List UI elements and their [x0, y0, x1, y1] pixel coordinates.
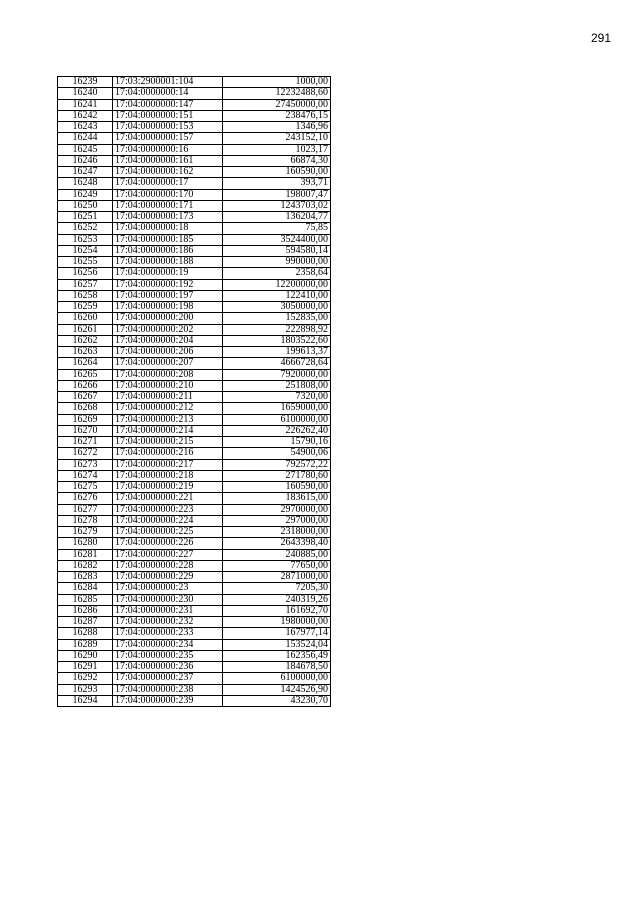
- row-number-cell: 16288: [58, 628, 113, 639]
- row-number-cell: 16271: [58, 437, 113, 448]
- table-row: [58, 437, 331, 448]
- table-row: [58, 178, 331, 189]
- row-number-cell: 16269: [58, 414, 113, 425]
- table-row: [58, 279, 331, 290]
- cadastral-number-cell: 17:04:0000000:207: [113, 358, 223, 369]
- table-row: [58, 594, 331, 605]
- table-row: [58, 482, 331, 493]
- row-number-cell: 16272: [58, 448, 113, 459]
- table-row: [58, 684, 331, 695]
- cadastral-number-cell: 17:04:0000000:237: [113, 673, 223, 684]
- value-cell: 1346,96: [223, 122, 331, 133]
- value-cell: 198007,47: [223, 189, 331, 200]
- cadastral-number-cell: 17:04:0000000:204: [113, 335, 223, 346]
- cadastral-number-cell: 17:04:0000000:171: [113, 200, 223, 211]
- cadastral-number-cell: 17:04:0000000:219: [113, 482, 223, 493]
- value-cell: 199613,37: [223, 347, 331, 358]
- cadastral-number-cell: 17:04:0000000:17: [113, 178, 223, 189]
- value-cell: 1424526,90: [223, 684, 331, 695]
- cadastral-number-cell: 17:04:0000000:202: [113, 324, 223, 335]
- row-number-cell: 16270: [58, 425, 113, 436]
- row-number-cell: 16265: [58, 369, 113, 380]
- table-row: [58, 504, 331, 515]
- row-number-cell: 16248: [58, 178, 113, 189]
- value-cell: 271780,60: [223, 470, 331, 481]
- cadastral-number-cell: 17:04:0000000:214: [113, 425, 223, 436]
- cadastral-number-cell: 17:04:0000000:216: [113, 448, 223, 459]
- cadastral-number-cell: 17:04:0000000:226: [113, 538, 223, 549]
- row-number-cell: 16242: [58, 110, 113, 121]
- row-number-cell: 16246: [58, 155, 113, 166]
- cadastral-number-cell: 17:04:0000000:218: [113, 470, 223, 481]
- value-cell: 990000,00: [223, 257, 331, 268]
- table-row: [58, 155, 331, 166]
- cadastral-number-cell: 17:04:0000000:232: [113, 617, 223, 628]
- value-cell: 122410,00: [223, 290, 331, 301]
- value-cell: 160590,00: [223, 482, 331, 493]
- table-row: [58, 268, 331, 279]
- value-cell: 240885,00: [223, 549, 331, 560]
- value-cell: 7320,00: [223, 392, 331, 403]
- table-row: [58, 662, 331, 673]
- cadastral-number-cell: 17:04:0000000:157: [113, 133, 223, 144]
- row-number-cell: 16264: [58, 358, 113, 369]
- row-number-cell: 16247: [58, 167, 113, 178]
- table-row: [58, 369, 331, 380]
- table-row: [58, 617, 331, 628]
- row-number-cell: 16293: [58, 684, 113, 695]
- row-number-cell: 16283: [58, 572, 113, 583]
- table-row: [58, 234, 331, 245]
- table-row: [58, 88, 331, 99]
- row-number-cell: 16277: [58, 504, 113, 515]
- cadastral-number-cell: 17:04:0000000:225: [113, 527, 223, 538]
- row-number-cell: 16290: [58, 650, 113, 661]
- table-row: [58, 459, 331, 470]
- table-row: [58, 650, 331, 661]
- table-row: [58, 324, 331, 335]
- table-row: [58, 470, 331, 481]
- table-row: [58, 110, 331, 121]
- row-number-cell: 16258: [58, 290, 113, 301]
- cadastral-number-cell: 17:04:0000000:224: [113, 515, 223, 526]
- row-number-cell: 16276: [58, 493, 113, 504]
- row-number-cell: 16244: [58, 133, 113, 144]
- cadastral-number-cell: 17:04:0000000:186: [113, 245, 223, 256]
- cadastral-number-cell: 17:04:0000000:197: [113, 290, 223, 301]
- value-cell: 1980000,00: [223, 617, 331, 628]
- row-number-cell: 16259: [58, 302, 113, 313]
- table-row: [58, 572, 331, 583]
- value-cell: 3524400,00: [223, 234, 331, 245]
- value-cell: 12232488,60: [223, 88, 331, 99]
- row-number-cell: 16262: [58, 335, 113, 346]
- table-row: [58, 77, 331, 88]
- row-number-cell: 16263: [58, 347, 113, 358]
- value-cell: 2358,64: [223, 268, 331, 279]
- row-number-cell: 16241: [58, 99, 113, 110]
- cadastral-number-cell: 17:04:0000000:221: [113, 493, 223, 504]
- cadastral-number-cell: 17:04:0000000:228: [113, 560, 223, 571]
- table-row: [58, 212, 331, 223]
- cadastral-number-cell: 17:04:0000000:223: [113, 504, 223, 515]
- row-number-cell: 16274: [58, 470, 113, 481]
- table-row: [58, 695, 331, 706]
- cadastral-number-cell: 17:04:0000000:192: [113, 279, 223, 290]
- value-cell: 6100000,00: [223, 414, 331, 425]
- row-number-cell: 16266: [58, 380, 113, 391]
- row-number-cell: 16284: [58, 583, 113, 594]
- value-cell: 184678,50: [223, 662, 331, 673]
- row-number-cell: 16254: [58, 245, 113, 256]
- row-number-cell: 16292: [58, 673, 113, 684]
- cadastral-number-cell: 17:04:0000000:236: [113, 662, 223, 673]
- table-row: [58, 245, 331, 256]
- value-cell: 251808,00: [223, 380, 331, 391]
- table-row: [58, 380, 331, 391]
- row-number-cell: 16273: [58, 459, 113, 470]
- row-number-cell: 16280: [58, 538, 113, 549]
- table-body: [58, 77, 331, 707]
- row-number-cell: 16251: [58, 212, 113, 223]
- table-row: [58, 302, 331, 313]
- row-number-cell: 16286: [58, 605, 113, 616]
- cadastral-number-cell: 17:04:0000000:23: [113, 583, 223, 594]
- value-cell: 2871000,00: [223, 572, 331, 583]
- value-cell: 152835,00: [223, 313, 331, 324]
- value-cell: 226262,40: [223, 425, 331, 436]
- page-number: 291: [590, 31, 611, 45]
- row-number-cell: 16278: [58, 515, 113, 526]
- table-row: [58, 538, 331, 549]
- table-row: [58, 403, 331, 414]
- table-row: [58, 527, 331, 538]
- row-number-cell: 16249: [58, 189, 113, 200]
- cadastral-number-cell: 17:04:0000000:14: [113, 88, 223, 99]
- row-number-cell: 16268: [58, 403, 113, 414]
- table-row: [58, 493, 331, 504]
- value-cell: 161692,70: [223, 605, 331, 616]
- value-cell: 77650,00: [223, 560, 331, 571]
- registry-table: [57, 76, 331, 707]
- value-cell: 43230,70: [223, 695, 331, 706]
- value-cell: 1659000,00: [223, 403, 331, 414]
- value-cell: 393,71: [223, 178, 331, 189]
- cadastral-number-cell: 17:04:0000000:206: [113, 347, 223, 358]
- value-cell: 15790,16: [223, 437, 331, 448]
- cadastral-number-cell: 17:04:0000000:229: [113, 572, 223, 583]
- table-row: [58, 515, 331, 526]
- table-row: [58, 605, 331, 616]
- row-number-cell: 16240: [58, 88, 113, 99]
- table-row: [58, 257, 331, 268]
- table-row: [58, 313, 331, 324]
- row-number-cell: 16243: [58, 122, 113, 133]
- cadastral-number-cell: 17:04:0000000:19: [113, 268, 223, 279]
- value-cell: 183615,00: [223, 493, 331, 504]
- table-row: [58, 290, 331, 301]
- cadastral-number-cell: 17:04:0000000:185: [113, 234, 223, 245]
- value-cell: 2318000,00: [223, 527, 331, 538]
- cadastral-number-cell: 17:04:0000000:198: [113, 302, 223, 313]
- table-row: [58, 189, 331, 200]
- cadastral-number-cell: 17:04:0000000:213: [113, 414, 223, 425]
- row-number-cell: 16255: [58, 257, 113, 268]
- table-row: [58, 673, 331, 684]
- value-cell: 153524,04: [223, 639, 331, 650]
- row-number-cell: 16253: [58, 234, 113, 245]
- row-number-cell: 16291: [58, 662, 113, 673]
- value-cell: 297000,00: [223, 515, 331, 526]
- row-number-cell: 16287: [58, 617, 113, 628]
- value-cell: 222898,92: [223, 324, 331, 335]
- value-cell: 54900,06: [223, 448, 331, 459]
- cadastral-number-cell: 17:04:0000000:234: [113, 639, 223, 650]
- table-row: [58, 200, 331, 211]
- table-row: [58, 133, 331, 144]
- value-cell: 66874,30: [223, 155, 331, 166]
- table-row: [58, 122, 331, 133]
- cadastral-number-cell: 17:04:0000000:147: [113, 99, 223, 110]
- cadastral-number-cell: 17:04:0000000:162: [113, 167, 223, 178]
- value-cell: 7920000,00: [223, 369, 331, 380]
- cadastral-number-cell: 17:04:0000000:173: [113, 212, 223, 223]
- row-number-cell: 16294: [58, 695, 113, 706]
- cadastral-number-cell: 17:03:2900001:104: [113, 77, 223, 88]
- table-row: [58, 583, 331, 594]
- table-row: [58, 167, 331, 178]
- value-cell: 238476,15: [223, 110, 331, 121]
- table-row: [58, 414, 331, 425]
- value-cell: 162356,49: [223, 650, 331, 661]
- row-number-cell: 16257: [58, 279, 113, 290]
- value-cell: 2970000,00: [223, 504, 331, 515]
- row-number-cell: 16245: [58, 144, 113, 155]
- table-row: [58, 549, 331, 560]
- cadastral-number-cell: 17:04:0000000:227: [113, 549, 223, 560]
- value-cell: 7205,30: [223, 583, 331, 594]
- cadastral-number-cell: 17:04:0000000:188: [113, 257, 223, 268]
- value-cell: 1023,17: [223, 144, 331, 155]
- value-cell: 6100000,00: [223, 673, 331, 684]
- cadastral-number-cell: 17:04:0000000:212: [113, 403, 223, 414]
- value-cell: 2643398,40: [223, 538, 331, 549]
- cadastral-number-cell: 17:04:0000000:153: [113, 122, 223, 133]
- table-row: [58, 223, 331, 234]
- value-cell: 792572,22: [223, 459, 331, 470]
- cadastral-number-cell: 17:04:0000000:235: [113, 650, 223, 661]
- row-number-cell: 16239: [58, 77, 113, 88]
- cadastral-number-cell: 17:04:0000000:215: [113, 437, 223, 448]
- table-row: [58, 335, 331, 346]
- value-cell: 75,85: [223, 223, 331, 234]
- table-row: [58, 144, 331, 155]
- table-row: [58, 347, 331, 358]
- row-number-cell: 16281: [58, 549, 113, 560]
- cadastral-number-cell: 17:04:0000000:211: [113, 392, 223, 403]
- value-cell: 594580,14: [223, 245, 331, 256]
- value-cell: 3050000,00: [223, 302, 331, 313]
- cadastral-number-cell: 17:04:0000000:217: [113, 459, 223, 470]
- table-row: [58, 425, 331, 436]
- table-row: [58, 628, 331, 639]
- cadastral-number-cell: 17:04:0000000:161: [113, 155, 223, 166]
- value-cell: 243152,10: [223, 133, 331, 144]
- row-number-cell: 16282: [58, 560, 113, 571]
- value-cell: 167977,14: [223, 628, 331, 639]
- value-cell: 12200000,00: [223, 279, 331, 290]
- cadastral-number-cell: 17:04:0000000:170: [113, 189, 223, 200]
- cadastral-number-cell: 17:04:0000000:151: [113, 110, 223, 121]
- value-cell: 4666728,64: [223, 358, 331, 369]
- cadastral-number-cell: 17:04:0000000:208: [113, 369, 223, 380]
- value-cell: 1000,00: [223, 77, 331, 88]
- table-row: [58, 448, 331, 459]
- cadastral-number-cell: 17:04:0000000:16: [113, 144, 223, 155]
- value-cell: 1243703,02: [223, 200, 331, 211]
- row-number-cell: 16261: [58, 324, 113, 335]
- cadastral-number-cell: 17:04:0000000:239: [113, 695, 223, 706]
- row-number-cell: 16250: [58, 200, 113, 211]
- cadastral-number-cell: 17:04:0000000:233: [113, 628, 223, 639]
- row-number-cell: 16256: [58, 268, 113, 279]
- value-cell: 240319,26: [223, 594, 331, 605]
- table-row: [58, 99, 331, 110]
- value-cell: 136204,77: [223, 212, 331, 223]
- row-number-cell: 16289: [58, 639, 113, 650]
- cadastral-number-cell: 17:04:0000000:238: [113, 684, 223, 695]
- row-number-cell: 16275: [58, 482, 113, 493]
- cadastral-number-cell: 17:04:0000000:230: [113, 594, 223, 605]
- cadastral-number-cell: 17:04:0000000:200: [113, 313, 223, 324]
- value-cell: 160590,00: [223, 167, 331, 178]
- table-row: [58, 358, 331, 369]
- value-cell: 27450000,00: [223, 99, 331, 110]
- value-cell: 1803522,60: [223, 335, 331, 346]
- row-number-cell: 16252: [58, 223, 113, 234]
- cadastral-number-cell: 17:04:0000000:18: [113, 223, 223, 234]
- cadastral-number-cell: 17:04:0000000:210: [113, 380, 223, 391]
- table-row: [58, 392, 331, 403]
- table-row: [58, 639, 331, 650]
- table-row: [58, 560, 331, 571]
- row-number-cell: 16260: [58, 313, 113, 324]
- row-number-cell: 16267: [58, 392, 113, 403]
- row-number-cell: 16279: [58, 527, 113, 538]
- cadastral-number-cell: 17:04:0000000:231: [113, 605, 223, 616]
- row-number-cell: 16285: [58, 594, 113, 605]
